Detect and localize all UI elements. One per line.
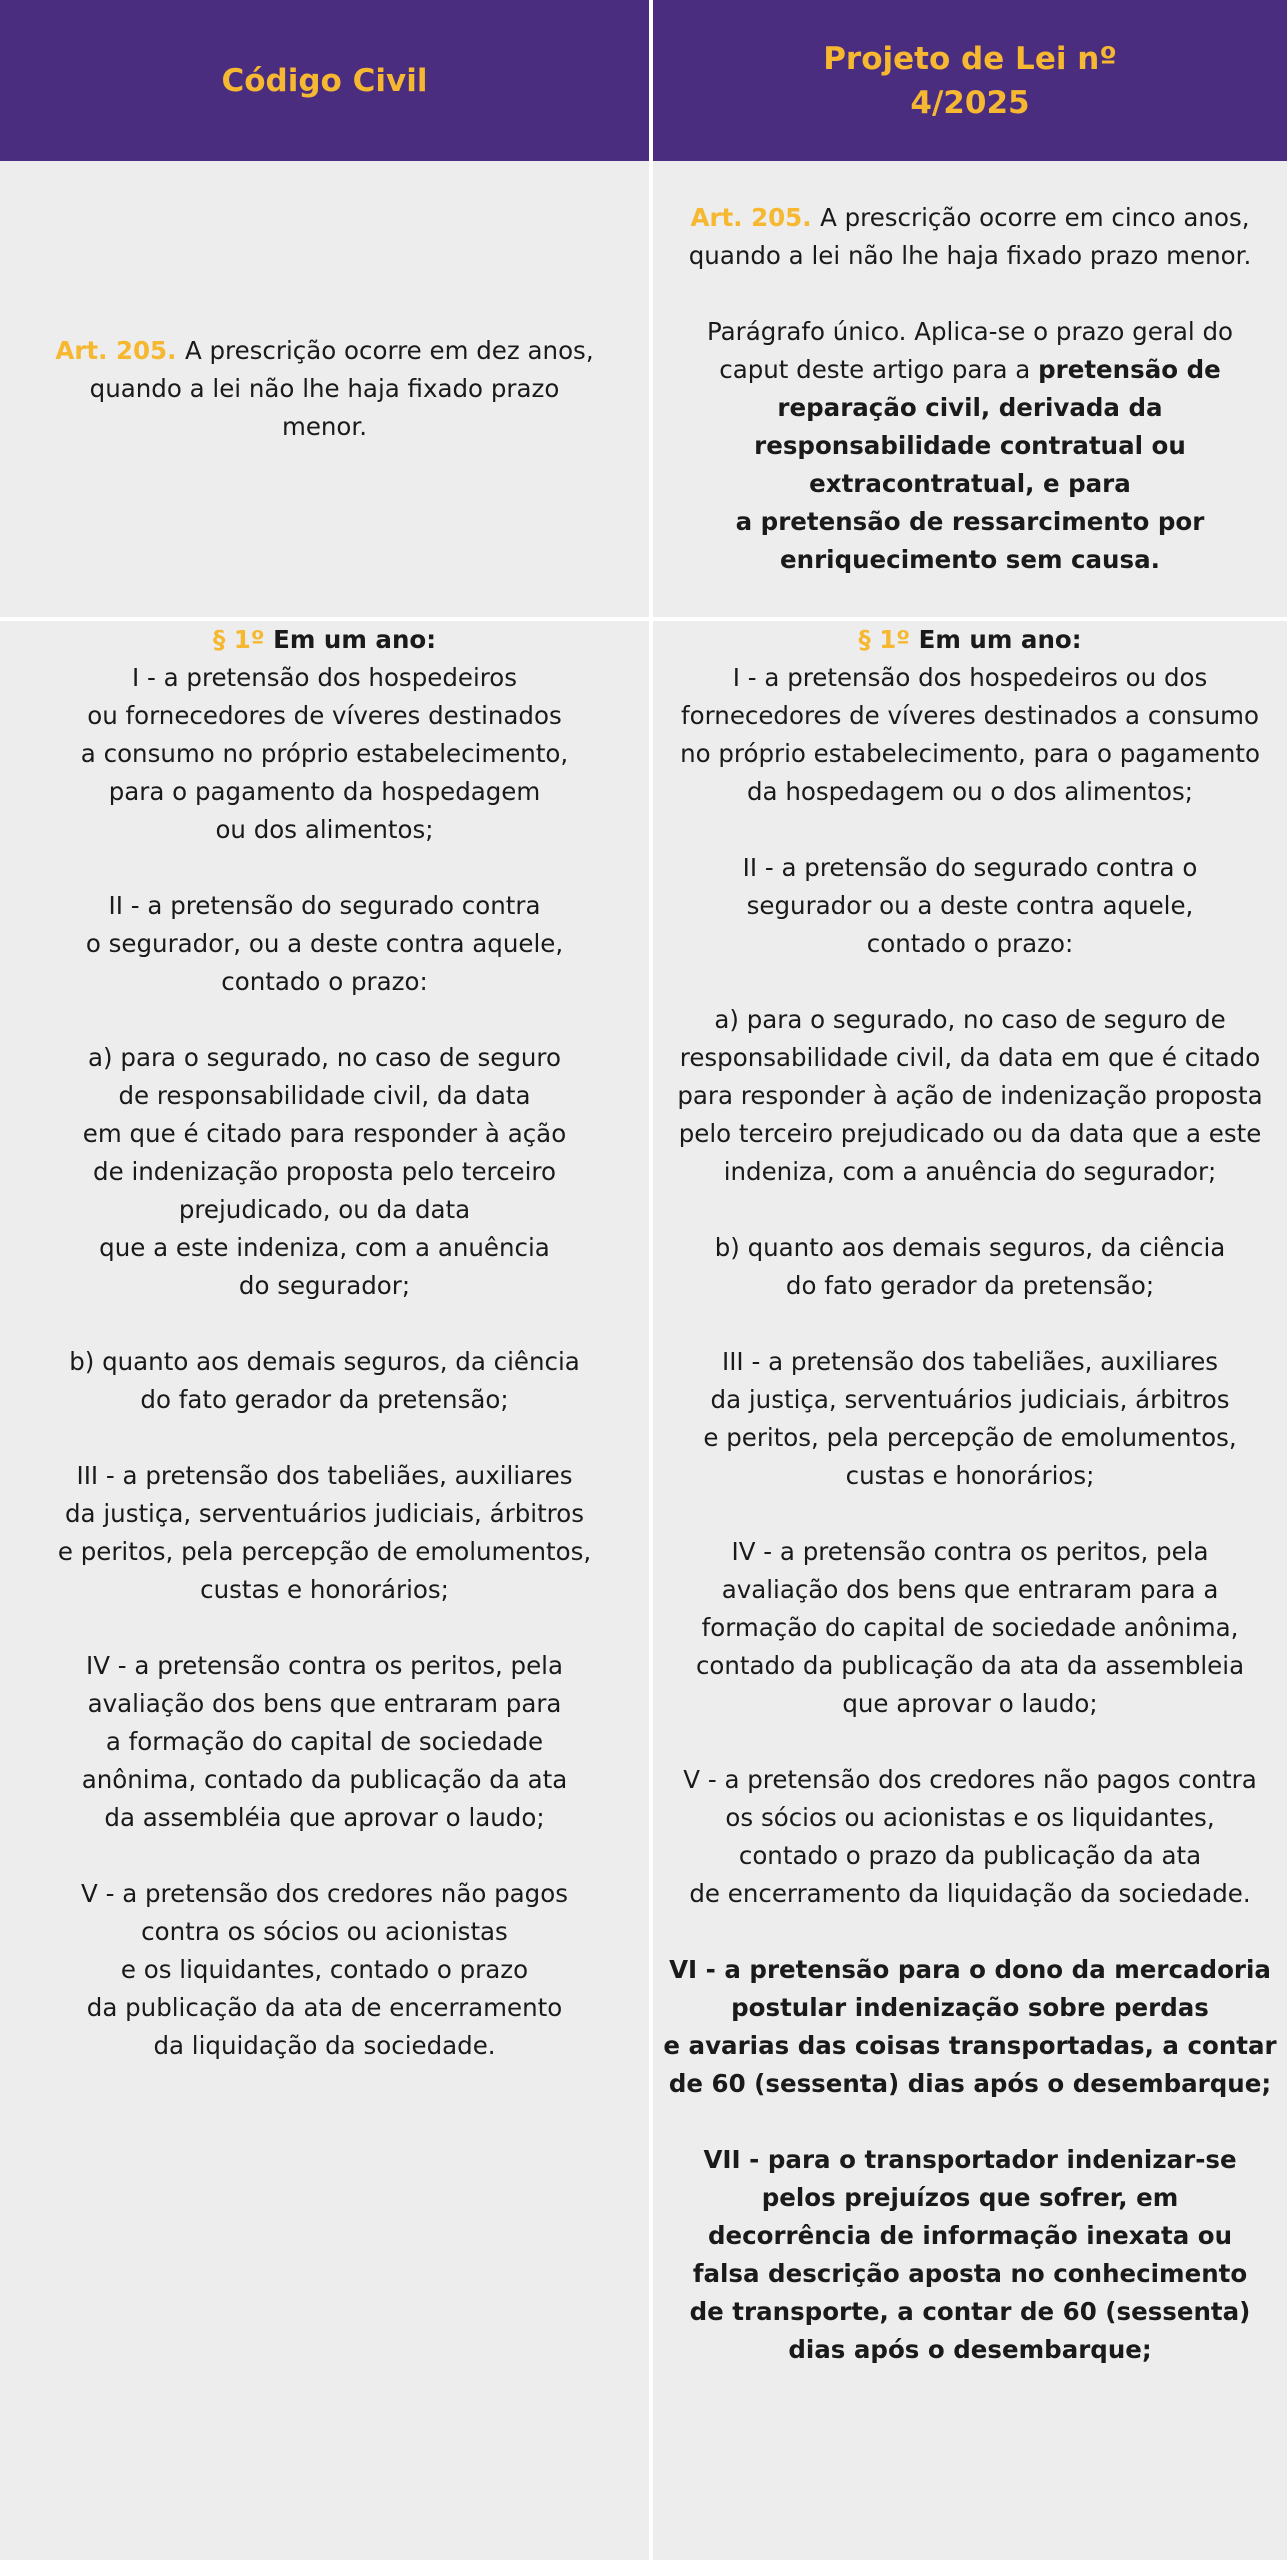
- row2-right-cell: [653, 621, 1287, 2560]
- paragraph: [58, 1039, 591, 1305]
- paragraph: [689, 313, 1252, 579]
- text-line: [58, 1647, 591, 1685]
- bold-text: enriquecimento sem causa.: [780, 545, 1160, 574]
- text-line: [58, 1799, 591, 1837]
- bold-text: postular indenização sobre perdas: [731, 1993, 1209, 2022]
- text-line: [689, 351, 1252, 389]
- text-segment: V - a pretensão dos credores não pagos contra: [683, 1765, 1257, 1794]
- bold-text: VII - para o transportador indenizar-se: [703, 2145, 1237, 2174]
- text-segment: e peritos, pela percepção de emolumentos,: [57, 1537, 592, 1566]
- bold-text: e avarias das coisas transportadas, a contar: [663, 2031, 1277, 2060]
- text-segment: da publicação da ata de encerramento: [86, 1993, 563, 2022]
- text-line: [663, 621, 1276, 659]
- paragraph: [663, 1001, 1276, 1191]
- paragraph: [58, 621, 591, 849]
- text-segment: que aprovar o laudo;: [842, 1689, 1098, 1718]
- text-line: [663, 2065, 1276, 2103]
- text-segment: Parágrafo único. Aplica-se o prazo geral do: [706, 317, 1234, 346]
- text-line: [663, 1571, 1276, 1609]
- text-segment: ou dos alimentos;: [215, 815, 434, 844]
- text-segment: da assembléia que aprovar o laudo;: [104, 1803, 545, 1832]
- row1-left-cell: [0, 161, 649, 617]
- text-line: [663, 735, 1276, 773]
- article-label: § 1º: [858, 625, 919, 654]
- text-segment: pelo terceiro prejudicado ou da data que a este: [678, 1119, 1262, 1148]
- bold-text: de transporte, a contar de 60 (sessenta): [689, 2297, 1251, 2326]
- text-segment: avaliação dos bens que entraram para a: [721, 1575, 1219, 1604]
- text-segment: quando a lei não lhe haja fixado prazo menor.: [688, 241, 1252, 270]
- text-line: [663, 1153, 1276, 1191]
- text-line: [58, 1951, 591, 1989]
- paragraph: [663, 849, 1276, 963]
- row2-right-text: [663, 621, 1276, 2369]
- paragraph: [663, 621, 1276, 811]
- text-line: [663, 2331, 1276, 2369]
- paragraph: [689, 199, 1252, 275]
- text-segment: e peritos, pela percepção de emolumentos,: [703, 1423, 1237, 1452]
- text-segment: para o pagamento da hospedagem: [108, 777, 541, 806]
- text-line: [58, 1457, 591, 1495]
- article-label: § 1º: [212, 625, 274, 654]
- text-segment: II - a pretensão do segurado contra: [108, 891, 541, 920]
- paragraph-gap: [663, 1723, 1276, 1761]
- paragraph: [663, 1229, 1276, 1305]
- text-line: [689, 313, 1252, 351]
- text-line: [689, 541, 1252, 579]
- header-projeto-de-lei: [653, 0, 1287, 161]
- text-segment: custas e honorários;: [845, 1461, 1095, 1490]
- text-line: [663, 1229, 1276, 1267]
- bold-text: dias após o desembarque;: [788, 2335, 1152, 2364]
- paragraph: [663, 1951, 1276, 2103]
- bold-text: VI - a pretensão para o dono da mercadoria: [669, 1955, 1271, 1984]
- text-segment: do segurador;: [238, 1271, 411, 1300]
- text-segment: o segurador, ou a deste contra aquele,: [85, 929, 564, 958]
- text-segment: segurador ou a deste contra aquele,: [746, 891, 1194, 920]
- text-line: [58, 811, 591, 849]
- text-segment: A prescrição ocorre em cinco anos,: [820, 203, 1250, 232]
- text-line: [58, 1267, 591, 1305]
- header-codigo-civil: [0, 0, 649, 161]
- text-line: [689, 237, 1252, 275]
- text-segment: b) quanto aos demais seguros, da ciência: [69, 1347, 580, 1376]
- text-line: [663, 2255, 1276, 2293]
- text-line: [663, 849, 1276, 887]
- text-segment: e os liquidantes, contado o prazo: [120, 1955, 529, 1984]
- text-segment: avaliação dos bens que entraram para: [87, 1689, 562, 1718]
- bold-text: de 60 (sessenta) dias após o desembarque;: [668, 2069, 1272, 2098]
- text-line: [58, 1229, 591, 1267]
- column-divider: [649, 0, 653, 2560]
- text-segment: de responsabilidade civil, da data: [118, 1081, 531, 1110]
- text-segment: III - a pretensão dos tabeliães, auxiliares: [721, 1347, 1219, 1376]
- text-segment: custas e honorários;: [200, 1575, 449, 1604]
- bold-text: Em um ano:: [918, 625, 1082, 654]
- text-line: [58, 1571, 591, 1609]
- table-header: [0, 0, 1287, 161]
- text-segment: contado o prazo:: [221, 967, 428, 996]
- paragraph-gap: [58, 1609, 591, 1647]
- text-line: [58, 1761, 591, 1799]
- text-line: [58, 1153, 591, 1191]
- text-segment: b) quanto aos demais seguros, da ciência: [714, 1233, 1226, 1262]
- text-line: [663, 1039, 1276, 1077]
- text-segment: da liquidação da sociedade.: [153, 2031, 496, 2060]
- text-line: [663, 1685, 1276, 1723]
- text-line: [663, 1989, 1276, 2027]
- text-line: [663, 887, 1276, 925]
- bold-text: a pretensão de ressarcimento por: [735, 507, 1205, 536]
- text-segment: da justiça, serventuários judiciais, árbitros: [65, 1499, 584, 1528]
- text-line: [58, 1115, 591, 1153]
- paragraph: [663, 1533, 1276, 1723]
- paragraph: [58, 1875, 591, 2065]
- text-line: [663, 1115, 1276, 1153]
- bold-text: reparação civil, derivada da: [777, 393, 1163, 422]
- bold-text: responsabilidade contratual ou: [754, 431, 1186, 460]
- text-line: [58, 1077, 591, 1115]
- text-line: [663, 1457, 1276, 1495]
- text-segment: menor.: [281, 412, 368, 441]
- text-segment: III - a pretensão dos tabeliães, auxiliares: [76, 1461, 573, 1490]
- text-line: [663, 1837, 1276, 1875]
- text-segment: do fato gerador da pretensão;: [785, 1271, 1155, 1300]
- text-line: [58, 735, 591, 773]
- text-line: [663, 2179, 1276, 2217]
- text-line: [663, 1799, 1276, 1837]
- text-segment: quando a lei não lhe haja fixado prazo: [89, 374, 560, 403]
- header-right-title: Projeto de Lei nº 4/2025: [823, 40, 1117, 121]
- text-line: [55, 332, 593, 370]
- text-line: [58, 925, 591, 963]
- text-line: [663, 1875, 1276, 1913]
- text-line: [58, 1191, 591, 1229]
- text-segment: I - a pretensão dos hospedeiros ou dos: [732, 663, 1208, 692]
- text-line: [58, 773, 591, 811]
- text-line: [58, 963, 591, 1001]
- text-segment: fornecedores de víveres destinados a consumo: [681, 701, 1259, 730]
- bold-text: pelos prejuízos que sofrer, em: [761, 2183, 1179, 2212]
- text-segment: caput deste artigo para a: [719, 355, 1039, 384]
- text-segment: contado o prazo da publicação da ata: [738, 1841, 1202, 1870]
- text-segment: prejudicado, ou da data: [178, 1195, 471, 1224]
- paragraph-gap: [663, 1495, 1276, 1533]
- text-segment: que a este indeniza, com a anuência: [99, 1233, 550, 1262]
- text-line: [663, 697, 1276, 735]
- text-line: [663, 773, 1276, 811]
- bold-text: decorrência de informação inexata ou: [707, 2221, 1233, 2250]
- text-line: [663, 1761, 1276, 1799]
- paragraph: [58, 1343, 591, 1419]
- text-line: [58, 1039, 591, 1077]
- paragraph: [663, 1343, 1276, 1495]
- text-segment: de indenização proposta pelo terceiro: [93, 1157, 556, 1186]
- paragraph-gap: [58, 1001, 591, 1039]
- text-line: [58, 1913, 591, 1951]
- paragraph-gap: [663, 1305, 1276, 1343]
- text-line: [689, 503, 1252, 541]
- text-line: [663, 1951, 1276, 1989]
- paragraph: [58, 1647, 591, 1837]
- bold-text: extracontratual, e para: [809, 469, 1131, 498]
- text-line: [58, 659, 591, 697]
- text-line: [58, 1343, 591, 1381]
- text-segment: A prescrição ocorre em dez anos,: [184, 336, 594, 365]
- text-line: [663, 925, 1276, 963]
- paragraph-gap: [58, 1419, 591, 1457]
- text-line: [663, 659, 1276, 697]
- text-line: [58, 1723, 591, 1761]
- text-segment: no próprio estabelecimento, para o pagamento: [680, 739, 1260, 768]
- text-segment: I - a pretensão dos hospedeiros: [131, 663, 518, 692]
- text-segment: contado o prazo:: [866, 929, 1074, 958]
- text-segment: IV - a pretensão contra os peritos, pela: [85, 1651, 564, 1680]
- text-line: [58, 1989, 591, 2027]
- text-line: [663, 2217, 1276, 2255]
- text-segment: de encerramento da liquidação da sociedade.: [689, 1879, 1251, 1908]
- text-segment: II - a pretensão do segurado contra o: [742, 853, 1198, 882]
- text-segment: a) para o segurado, no caso de seguro de: [714, 1005, 1226, 1034]
- article-label: Art. 205.: [55, 336, 185, 365]
- text-segment: em que é citado para responder à ação: [82, 1119, 567, 1148]
- text-segment: a consumo no próprio estabelecimento,: [80, 739, 569, 768]
- text-line: [58, 1533, 591, 1571]
- text-line: [55, 408, 593, 446]
- text-line: [58, 621, 591, 659]
- text-line: [55, 370, 593, 408]
- row2-left-text: [58, 621, 591, 2065]
- text-segment: ou fornecedores de víveres destinados: [87, 701, 562, 730]
- paragraph-gap: [663, 811, 1276, 849]
- text-line: [663, 1609, 1276, 1647]
- text-segment: V - a pretensão dos credores não pagos: [81, 1879, 568, 1908]
- text-line: [689, 465, 1252, 503]
- paragraph: [58, 1457, 591, 1609]
- paragraph: [663, 2141, 1276, 2369]
- text-line: [58, 887, 591, 925]
- paragraph: [55, 332, 593, 446]
- text-segment: da justiça, serventuários judiciais, árbitros: [710, 1385, 1230, 1414]
- text-segment: IV - a pretensão contra os peritos, pela: [731, 1537, 1209, 1566]
- text-line: [689, 389, 1252, 427]
- paragraph-gap: [663, 963, 1276, 1001]
- paragraph: [58, 887, 591, 1001]
- text-line: [58, 1381, 591, 1419]
- paragraph: [663, 1761, 1276, 1913]
- row1-right-text: [689, 199, 1252, 579]
- text-line: [58, 1495, 591, 1533]
- text-line: [663, 2293, 1276, 2331]
- row1-left-text: [55, 332, 593, 446]
- text-segment: contra os sócios ou acionistas: [141, 1917, 508, 1946]
- paragraph-gap: [663, 2103, 1276, 2141]
- text-segment: a) para o segurado, no caso de seguro: [88, 1043, 561, 1072]
- paragraph-gap: [663, 1191, 1276, 1229]
- text-segment: da hospedagem ou o dos alimentos;: [747, 777, 1193, 806]
- paragraph-gap: [689, 275, 1252, 313]
- text-line: [58, 697, 591, 735]
- paragraph-gap: [663, 1913, 1276, 1951]
- text-segment: indeniza, com a anuência do segurador;: [723, 1157, 1217, 1186]
- paragraph-gap: [58, 849, 591, 887]
- text-line: [58, 2027, 591, 2065]
- text-line: [663, 1267, 1276, 1305]
- text-segment: para responder à ação de indenização proposta: [677, 1081, 1263, 1110]
- text-segment: a formação do capital de sociedade: [105, 1727, 544, 1756]
- paragraph-gap: [58, 1305, 591, 1343]
- text-segment: do fato gerador da pretensão;: [140, 1385, 509, 1414]
- text-line: [663, 2141, 1276, 2179]
- text-segment: os sócios ou acionistas e os liquidantes,: [725, 1803, 1215, 1832]
- bold-text: pretensão de: [1038, 355, 1221, 384]
- text-line: [663, 1419, 1276, 1457]
- article-label: Art. 205.: [690, 203, 821, 232]
- text-segment: responsabilidade civil, da data em que é citado: [679, 1043, 1261, 1072]
- text-line: [689, 199, 1252, 237]
- text-segment: contado da publicação da ata da assembleia: [695, 1651, 1245, 1680]
- text-line: [663, 1647, 1276, 1685]
- text-line: [663, 1381, 1276, 1419]
- text-line: [663, 1001, 1276, 1039]
- text-line: [58, 1875, 591, 1913]
- text-line: [663, 1533, 1276, 1571]
- header-left-title: Código Civil: [221, 62, 428, 99]
- text-line: [689, 427, 1252, 465]
- text-line: [663, 1077, 1276, 1115]
- text-line: [663, 2027, 1276, 2065]
- text-segment: formação do capital de sociedade anônima,: [701, 1613, 1239, 1642]
- bold-text: falsa descrição aposta no conhecimento: [692, 2259, 1248, 2288]
- paragraph-gap: [58, 1837, 591, 1875]
- text-line: [663, 1343, 1276, 1381]
- text-segment: anônima, contado da publicação da ata: [81, 1765, 568, 1794]
- row1-right-cell: [653, 161, 1287, 617]
- bold-text: Em um ano:: [273, 625, 437, 654]
- text-line: [58, 1685, 591, 1723]
- row2-left-cell: [0, 621, 649, 2560]
